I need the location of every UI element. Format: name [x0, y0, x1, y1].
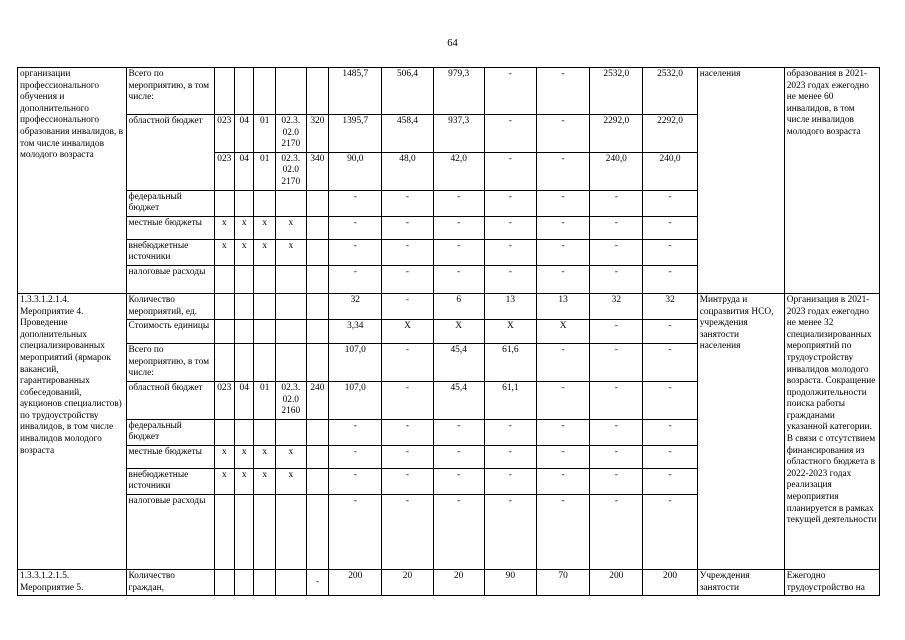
value-cell: - — [433, 419, 484, 445]
value-cell: 90 — [484, 570, 536, 596]
row-label: Количество мероприятий, ед. — [126, 293, 214, 319]
rz-cell: 04 — [235, 381, 254, 419]
value-cell: - — [590, 265, 643, 293]
value-cell: 42,0 — [433, 152, 484, 190]
value-cell: - — [536, 152, 589, 190]
value-cell: 240,0 — [643, 152, 697, 190]
value-cell: - — [590, 495, 643, 570]
value-cell: X — [484, 320, 536, 344]
rz-cell — [235, 419, 254, 445]
rz-cell: x — [235, 239, 254, 265]
value-cell: 20 — [382, 570, 433, 596]
csr-cell — [275, 320, 306, 344]
row-label: федеральный бюджет — [126, 190, 214, 216]
value-cell: 1395,7 — [329, 115, 382, 153]
csr-cell — [275, 265, 306, 293]
rz-cell: 04 — [235, 115, 254, 153]
pr-cell — [254, 320, 275, 344]
value-cell: - — [643, 190, 697, 216]
value-cell: - — [590, 190, 643, 216]
value-cell: - — [329, 265, 382, 293]
csr-cell: x — [275, 239, 306, 265]
value-cell: - — [536, 445, 589, 468]
row-label: Стоимость единицы — [126, 320, 214, 344]
grbs-cell: x — [214, 445, 234, 468]
value-cell: 90,0 — [329, 152, 382, 190]
row-label: внебюджетные источники — [126, 468, 214, 494]
value-cell: - — [382, 190, 433, 216]
value-cell: 48,0 — [382, 152, 433, 190]
value-cell: - — [643, 495, 697, 570]
value-cell: - — [382, 344, 433, 382]
value-cell: 6 — [433, 293, 484, 319]
vr-cell — [306, 344, 329, 382]
table-body — [18, 68, 880, 596]
vr-cell — [306, 190, 329, 216]
value-cell: - — [643, 419, 697, 445]
value-cell: - — [536, 190, 589, 216]
rz-cell — [235, 265, 254, 293]
row-label: Всего по мероприятию, в том числе: — [126, 68, 214, 115]
value-cell: - — [382, 468, 433, 494]
rz-cell: x — [235, 445, 254, 468]
csr-cell: x — [275, 468, 306, 494]
rz-cell — [235, 320, 254, 344]
value-cell: 20 — [433, 570, 484, 596]
grbs-cell: x — [214, 239, 234, 265]
value-cell: - — [536, 495, 589, 570]
value-cell: - — [329, 495, 382, 570]
value-cell: - — [382, 495, 433, 570]
row-label: местные бюджеты — [126, 445, 214, 468]
value-cell: - — [484, 152, 536, 190]
pr-cell: x — [254, 468, 275, 494]
value-cell: 32 — [643, 293, 697, 319]
value-cell: - — [536, 468, 589, 494]
value-cell: - — [484, 445, 536, 468]
value-cell: - — [433, 239, 484, 265]
value-cell: - — [590, 216, 643, 239]
program-table — [17, 67, 880, 596]
csr-cell: 02.3. 02.0 2170 — [275, 115, 306, 153]
value-cell: - — [433, 468, 484, 494]
grbs-cell — [214, 344, 234, 382]
row-label: областной бюджет — [126, 115, 214, 191]
value-cell: 45,4 — [433, 344, 484, 382]
grbs-cell: 023 — [214, 115, 234, 153]
page-number: 64 — [447, 38, 458, 49]
value-cell: 3,34 — [329, 320, 382, 344]
activity-name: 1.3.3.1.2.1.5. Мероприятие 5. — [18, 570, 127, 596]
value-cell: - — [382, 239, 433, 265]
vr-cell: 240 — [306, 381, 329, 419]
row-label: внебюджетные источники — [126, 239, 214, 265]
value-cell: - — [433, 445, 484, 468]
pr-cell: 01 — [254, 381, 275, 419]
value-cell: - — [590, 445, 643, 468]
value-cell: - — [536, 265, 589, 293]
value-cell: - — [484, 190, 536, 216]
csr-cell: 02.3. 02.0 2160 — [275, 381, 306, 419]
value-cell: - — [590, 468, 643, 494]
rz-cell — [235, 68, 254, 115]
csr-cell: x — [275, 445, 306, 468]
value-cell: - — [536, 216, 589, 239]
value-cell: - — [329, 445, 382, 468]
csr-cell: x — [275, 216, 306, 239]
value-cell: - — [536, 419, 589, 445]
csr-cell — [275, 570, 306, 596]
vr-cell — [306, 239, 329, 265]
value-cell: X — [433, 320, 484, 344]
value-cell: - — [484, 216, 536, 239]
grbs-cell — [214, 190, 234, 216]
value-cell: 1485,7 — [329, 68, 382, 115]
row-label: Количество граждан, — [126, 570, 214, 596]
grbs-cell: x — [214, 468, 234, 494]
csr-cell — [275, 190, 306, 216]
value-cell: 506,4 — [382, 68, 433, 115]
value-cell: - — [382, 216, 433, 239]
value-cell: - — [643, 344, 697, 382]
pr-cell — [254, 265, 275, 293]
csr-cell: 02.3. 02.0 2170 — [275, 152, 306, 190]
value-cell: 45,4 — [433, 381, 484, 419]
value-cell: 2292,0 — [643, 115, 697, 153]
value-cell: - — [536, 344, 589, 382]
value-cell: - — [643, 239, 697, 265]
rz-cell: 04 — [235, 152, 254, 190]
pr-cell: 01 — [254, 115, 275, 153]
value-cell: - — [329, 468, 382, 494]
vr-cell — [306, 495, 329, 570]
result-cell: Ежегодно трудоустройство на — [784, 570, 879, 596]
value-cell: - — [643, 265, 697, 293]
grbs-cell — [214, 293, 234, 319]
rz-cell — [235, 293, 254, 319]
value-cell: - — [484, 495, 536, 570]
result-cell: Организация в 2021-2023 годах ежегодно не менее 32 специализированных мероприятий по трудоустройству инвалидов молодого возраста. Сокращение продолжительности поиска работы гражданами указанной категории. В связи с отсутствием финансирования из областного бюджета в 2022-2023 годах реализация мероприятия планируется в рамках текущей деятельности — [784, 293, 879, 569]
value-cell: - — [590, 381, 643, 419]
value-cell: - — [484, 115, 536, 153]
value-cell: - — [382, 419, 433, 445]
csr-cell — [275, 293, 306, 319]
value-cell: - — [536, 381, 589, 419]
rz-cell — [235, 344, 254, 382]
value-cell: - — [536, 239, 589, 265]
vr-cell — [306, 320, 329, 344]
value-cell: 13 — [536, 293, 589, 319]
value-cell: - — [484, 419, 536, 445]
pr-cell: 01 — [254, 152, 275, 190]
value-cell: - — [433, 265, 484, 293]
grbs-cell — [214, 419, 234, 445]
pr-cell: x — [254, 445, 275, 468]
vr-cell: 320 — [306, 115, 329, 153]
pr-cell — [254, 344, 275, 382]
vr-cell — [306, 216, 329, 239]
vr-cell — [306, 468, 329, 494]
value-cell: - — [590, 419, 643, 445]
grbs-cell — [214, 68, 234, 115]
value-cell: 70 — [536, 570, 589, 596]
value-cell: - — [536, 68, 589, 115]
value-cell: - — [433, 190, 484, 216]
value-cell: 2532,0 — [590, 68, 643, 115]
value-cell: - — [643, 468, 697, 494]
vr-cell — [306, 419, 329, 445]
result-cell: образования в 2021-2023 годах ежегодно не менее 60 инвалидов, в том числе инвалидов молодого возраста — [784, 68, 879, 294]
grbs-cell — [214, 265, 234, 293]
value-cell: 107,0 — [329, 344, 382, 382]
value-cell: - — [382, 265, 433, 293]
pr-cell: x — [254, 239, 275, 265]
value-cell: 61,1 — [484, 381, 536, 419]
value-cell: - — [643, 320, 697, 344]
pr-cell — [254, 293, 275, 319]
grbs-cell — [214, 320, 234, 344]
value-cell: - — [590, 320, 643, 344]
vr-cell — [306, 68, 329, 115]
pr-cell — [254, 68, 275, 115]
value-cell: - — [590, 344, 643, 382]
value-cell: 32 — [329, 293, 382, 319]
rz-cell — [235, 495, 254, 570]
table-row — [18, 68, 880, 115]
rz-cell — [235, 570, 254, 596]
vr-cell — [306, 445, 329, 468]
grbs-cell — [214, 495, 234, 570]
value-cell: - — [484, 239, 536, 265]
value-cell: - — [643, 381, 697, 419]
rz-cell: x — [235, 216, 254, 239]
value-cell: 2292,0 — [590, 115, 643, 153]
value-cell: 32 — [590, 293, 643, 319]
value-cell: - — [329, 419, 382, 445]
row-label: налоговые расходы — [126, 265, 214, 293]
row-label: федеральный бюджет — [126, 419, 214, 445]
row-label: местные бюджеты — [126, 216, 214, 239]
grbs-cell: 023 — [214, 152, 234, 190]
executor-cell: Учреждения занятости — [697, 570, 784, 596]
row-label: налоговые расходы — [126, 495, 214, 570]
pr-cell — [254, 419, 275, 445]
table-row — [18, 293, 880, 319]
value-cell: X — [382, 320, 433, 344]
value-cell: 107,0 — [329, 381, 382, 419]
value-cell: 200 — [329, 570, 382, 596]
value-cell: 200 — [643, 570, 697, 596]
rz-cell: x — [235, 468, 254, 494]
value-cell: 2532,0 — [643, 68, 697, 115]
value-cell: 937,3 — [433, 115, 484, 153]
vr-cell — [306, 293, 329, 319]
value-cell: 458,4 — [382, 115, 433, 153]
value-cell: 13 — [484, 293, 536, 319]
grbs-cell: 023 — [214, 381, 234, 419]
grbs-cell: x — [214, 216, 234, 239]
value-cell: 240,0 — [590, 152, 643, 190]
vr-cell: 340 — [306, 152, 329, 190]
value-cell: 200 — [590, 570, 643, 596]
csr-cell — [275, 344, 306, 382]
table-row — [18, 570, 880, 596]
csr-cell — [275, 68, 306, 115]
value-cell: - — [536, 115, 589, 153]
vr-cell: - — [306, 570, 329, 596]
csr-cell — [275, 419, 306, 445]
pr-cell — [254, 190, 275, 216]
activity-name: организации профессионального обучения и дополнительного профессионального образования инвалидов, в том числе инвалидов молодого возраста — [18, 68, 127, 294]
vr-cell — [306, 265, 329, 293]
value-cell: - — [329, 190, 382, 216]
value-cell: - — [643, 216, 697, 239]
value-cell: - — [433, 495, 484, 570]
value-cell: - — [382, 445, 433, 468]
pr-cell — [254, 495, 275, 570]
pr-cell — [254, 570, 275, 596]
value-cell: - — [484, 265, 536, 293]
grbs-cell — [214, 570, 234, 596]
pr-cell: x — [254, 216, 275, 239]
csr-cell — [275, 495, 306, 570]
executor-cell: Минтруда и соцразвития НСО, учреждения занятости населения — [697, 293, 784, 569]
value-cell: - — [433, 216, 484, 239]
row-label: областной бюджет — [126, 381, 214, 419]
value-cell: - — [382, 293, 433, 319]
value-cell: - — [382, 381, 433, 419]
executor-cell: населения — [697, 68, 784, 294]
value-cell: X — [536, 320, 589, 344]
value-cell: - — [484, 68, 536, 115]
row-label: Всего по мероприятию, в том числе: — [126, 344, 214, 382]
value-cell: - — [643, 445, 697, 468]
value-cell: 61,6 — [484, 344, 536, 382]
value-cell: - — [484, 468, 536, 494]
activity-name: 1.3.3.1.2.1.4. Мероприятие 4. Проведение дополнительных специализированных мероприятий (ярмарок вакансий, гарантированных собеседований, аукционов специалистов) по трудоустройству инвалидов, в том числе инвалидов молодого возраста — [18, 293, 127, 569]
value-cell: - — [329, 216, 382, 239]
rz-cell — [235, 190, 254, 216]
value-cell: - — [329, 239, 382, 265]
value-cell: 979,3 — [433, 68, 484, 115]
value-cell: - — [590, 239, 643, 265]
